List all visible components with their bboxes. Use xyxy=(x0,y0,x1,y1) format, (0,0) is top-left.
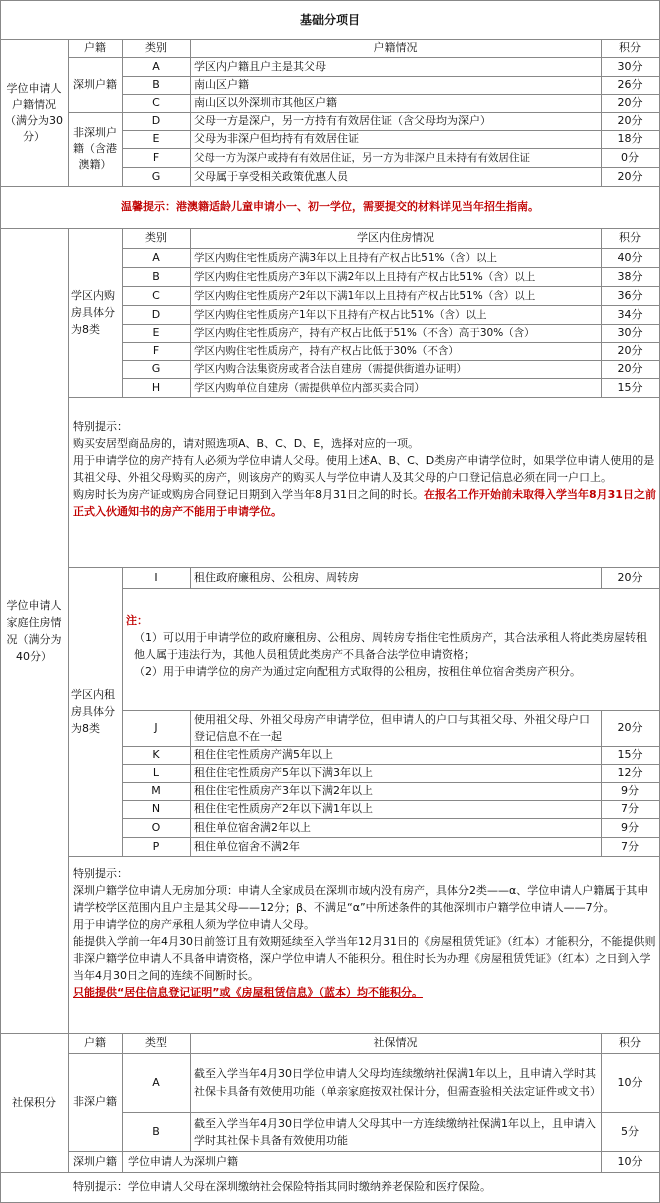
ss-score-cell: 10分 xyxy=(617,1154,643,1168)
buy-cat-cell: G xyxy=(151,362,161,375)
buy-cat-cell: E xyxy=(152,326,160,339)
s2-rent-label: 学区内租房具体分为8类 xyxy=(71,688,115,735)
rent-score-cell: 15分 xyxy=(617,748,643,761)
buy-cat-cell: A xyxy=(152,250,160,264)
s2-buy-header-desc: 学区内住房情况 xyxy=(357,231,434,244)
buy-cat-cell: B xyxy=(152,269,160,283)
rent-desc-cell: 租住政府廉租房、公租房、周转房 xyxy=(194,570,359,584)
s1-desc-cell: 南山区以外深圳市其他区户籍 xyxy=(194,96,337,109)
s1-cat-cell: A xyxy=(152,59,160,73)
rent-cat-cell: K xyxy=(152,748,160,761)
s1-warm-tip: 温馨提示：港澳籍适龄儿童申请小一、初一学位，需要提交的材料详见当年招生指南。 xyxy=(121,200,539,213)
rent-special-note xyxy=(73,865,657,1001)
buy-desc-cell: 学区内购住宅性质房产2年以下满1年以上且持有产权占比51%（含）以上 xyxy=(194,289,536,302)
buy-desc-cell: 学区内购单位自建房（需提供单位内部买卖合同） xyxy=(194,381,425,394)
rent-desc-cell: 租住住宅性质房产3年以下满2年以上 xyxy=(194,784,373,797)
buy-special-note xyxy=(73,418,657,520)
rent-score-cell: 20分 xyxy=(617,570,643,584)
s2-buy-header-cat: 类别 xyxy=(145,231,167,244)
s3-group-non-shenzhen: 非深户籍 xyxy=(73,1095,117,1108)
note-warning: 只能提供“居住信息登记证明”或《房屋租赁信息》（蓝本）均不能积分。 xyxy=(73,986,423,999)
note-text: 购房时长为房产证或购房合同登记日期到入学当年8月31日之间的时长。 xyxy=(73,488,424,501)
s1-header-desc: 户籍情况 xyxy=(373,41,418,54)
rent-score-cell: 9分 xyxy=(621,784,639,797)
rent-cat-cell: O xyxy=(151,820,161,834)
s1-desc-cell: 学区内户籍且户主是其父母 xyxy=(194,59,326,73)
s3-special-note: 特别提示：学位申请人父母在深圳缴纳社会保险特指其同时缴纳养老保险和医疗保险。 xyxy=(73,1180,491,1193)
buy-desc-cell: 学区内购住宅性质房产满3年以上且持有产权占比51%（含）以上 xyxy=(194,251,498,264)
rent-score-cell: 20分 xyxy=(617,721,643,734)
table-title: 基础分项目 xyxy=(299,12,360,27)
s1-cat-cell: B xyxy=(152,78,160,91)
ss-score-cell: 10分 xyxy=(617,1075,643,1089)
note-paragraph: （1）可以用于申请学位的政府廉租房、公租房、周转房专指住宅性质房产，其合法承租人将此类房屋转租他人属于违法行为，其他人员租赁此类房产不具备合法学位申请资格； xyxy=(134,631,647,661)
s1-score-cell: 0分 xyxy=(621,150,639,164)
rent-note-heading: 注： xyxy=(126,614,148,627)
buy-cat-cell: F xyxy=(152,344,160,357)
section2-label: 学位申请人家庭住房情况（满分为40分） xyxy=(6,598,62,663)
s3-header-desc: 社保情况 xyxy=(373,1036,418,1049)
buy-score-cell: 30分 xyxy=(617,326,643,339)
rent-desc-cell: 租住住宅性质房产满5年以上 xyxy=(194,748,333,761)
ss-cat-cell: A xyxy=(152,1075,160,1089)
buy-score-cell: 20分 xyxy=(617,362,643,375)
s1-desc-cell: 父母属于享受相关政策优惠人员 xyxy=(194,169,348,183)
rent-cat-cell: M xyxy=(151,784,161,797)
s1-cat-cell: G xyxy=(151,169,161,183)
buy-score-cell: 34分 xyxy=(617,307,643,321)
note-paragraph: （2）用于申请学位的房产为通过定向配租方式取得的公租房，按租住单位宿舍类房产积分。 xyxy=(134,665,581,678)
buy-score-cell: 20分 xyxy=(617,344,643,357)
buy-cat-cell: C xyxy=(152,288,160,302)
section3-label: 社保积分 xyxy=(12,1095,56,1109)
rent-score-cell: 7分 xyxy=(621,802,639,815)
note-heading: 特别提示： xyxy=(73,420,128,433)
note-paragraph xyxy=(73,486,657,520)
ss-desc-cell: 截至入学当年4月30日学位申请人父母均连续缴纳社保满1年以上，且申请入学时其社保卡具备有效使用功能（单亲家庭按双社保计分，但需查验相关法定证件或文书） xyxy=(194,1066,601,1098)
rent-desc-cell: 租住住宅性质房产5年以下满3年以上 xyxy=(194,766,373,779)
s1-score-cell: 20分 xyxy=(617,169,643,183)
s1-score-cell: 30分 xyxy=(617,59,643,73)
note-warning: 在报名工作开始前未取得入学当年8月31日之前正式入伙通知书的房产不能用于申请学位。 xyxy=(73,488,656,518)
rent-cat-cell: I xyxy=(154,570,158,584)
rent-cat-cell: P xyxy=(152,839,160,853)
s1-desc-cell: 父母一方为深户或持有有效居住证，另一方为非深户且未持有有效居住证 xyxy=(194,151,530,164)
note-paragraph: 用于申请学位的房产承租人须为学位申请人父母。 xyxy=(73,918,315,931)
buy-score-cell: 36分 xyxy=(617,288,643,302)
ss-group-shenzhen: 深圳户籍 xyxy=(73,1154,117,1168)
s1-desc-cell: 父母为非深户但均持有有效居住证 xyxy=(194,132,359,145)
s1-score-cell: 18分 xyxy=(617,132,643,145)
buy-desc-cell: 学区内购住宅性质房产，持有产权占比低于51%（不含）高于30%（含） xyxy=(194,327,535,339)
buy-desc-cell: 学区内购住宅性质房产1年以下且持有产权占比51%（含）以上 xyxy=(194,308,487,321)
ss-desc-cell: 学位申请人为深圳户籍 xyxy=(128,1154,238,1168)
s1-cat-cell: E xyxy=(152,132,160,145)
s1-header-score: 积分 xyxy=(619,41,641,54)
s3-header-cat: 类型 xyxy=(145,1036,167,1049)
rent-score-cell: 12分 xyxy=(617,766,643,779)
s2-buy-header-score: 积分 xyxy=(619,231,641,244)
ss-desc-cell: 截至入学当年4月30日学位申请人父母其中一方连续缴纳社保满1年以上，且申请入学时其社保卡具备有效使用功能 xyxy=(194,1116,596,1147)
buy-cat-cell: D xyxy=(151,307,161,321)
s1-group-non-shenzhen: 非深圳户籍（含港澳籍） xyxy=(73,126,117,171)
note-paragraph: 用于申请学位的房产持有人必须为学位申请人父母。使用上述A、B、C、D类房产申请学位时，如果学位申请人使用的是其祖父母、外祖父母购买的房产，则该房产的购买人与学位申请人及其父母的户口登记信息必须在同一户口上。 xyxy=(73,454,655,484)
s1-score-cell: 26分 xyxy=(617,78,643,91)
rent-cat-cell: N xyxy=(151,802,161,815)
s1-cat-cell: F xyxy=(152,150,160,164)
s3-header-score: 积分 xyxy=(619,1036,641,1049)
s1-header-cat: 类别 xyxy=(145,41,167,54)
note-paragraph: 能提供入学前一年4月30日前签订且有效期延续至入学当年12月31日的《房屋租赁凭证》（红本）才能积分，不能提供则非深户籍学位申请人不具备申请资格，深户学位申请人不能积分。租住时长为办理《房屋租赁凭证》（红本）之日到入学当年4月30日之间的连续不间断时长。 xyxy=(73,935,656,982)
buy-desc-cell: 学区内购住宅性质房产，持有产权占比低于30%（不含） xyxy=(194,345,459,357)
rent-desc-cell: 租住单位宿舍不满2年 xyxy=(194,839,300,853)
rent-desc-cell: 租住住宅性质房产2年以下满1年以上 xyxy=(194,802,373,815)
s2-buy-label: 学区内购房具体分为8类 xyxy=(71,289,115,336)
ss-cat-cell: B xyxy=(152,1124,160,1138)
s1-score-cell: 20分 xyxy=(617,114,643,127)
note-heading: 特别提示： xyxy=(73,867,128,880)
buy-desc-cell: 学区内购住宅性质房产3年以下满2年以上且持有产权占比51%（含）以上 xyxy=(194,270,536,283)
s1-group-shenzhen: 深圳户籍 xyxy=(73,77,117,91)
note-paragraph: 购买安居型商品房的，请对照选项A、B、C、D、E，选择对应的一项。 xyxy=(73,437,420,450)
rent-desc-cell: 租住单位宿舍满2年以上 xyxy=(194,820,311,834)
rent-cat-cell: J xyxy=(154,721,158,734)
buy-score-cell: 15分 xyxy=(617,380,643,394)
s1-desc-cell: 父母一方是深户，另一方持有有效居住证（含父母均为深户） xyxy=(194,114,491,127)
section1-label: 学位申请人户籍情况（满分为30分） xyxy=(5,81,63,143)
buy-cat-cell: H xyxy=(151,380,161,394)
s1-header-huji: 户籍 xyxy=(84,41,106,54)
buy-score-cell: 38分 xyxy=(617,269,643,283)
rent-desc-cell: 使用祖父母、外祖父母房产申请学位，但申请人的户口与其祖父母、外祖父母户口登记信息不在一起 xyxy=(194,713,590,743)
rent-score-cell: 7分 xyxy=(621,839,639,853)
rent-score-cell: 9分 xyxy=(621,820,639,834)
ss-score-cell: 5分 xyxy=(621,1124,639,1138)
s3-header-huji: 户籍 xyxy=(84,1036,106,1049)
note-paragraph: 深圳户籍学位申请人无房加分项：申请人全家成员在深圳市域内没有房产，具体分2类——α、学位申请人户籍属于其申请学校学区范围内且户主是其父母——12分；β、不满足“α”中所述条件的其他深圳市户籍学位申请人——7分。 xyxy=(73,884,649,914)
buy-score-cell: 40分 xyxy=(617,250,643,264)
s1-cat-cell: C xyxy=(152,96,160,109)
buy-desc-cell: 学区内购合法集资房或者合法自建房（需提供街道办证明） xyxy=(194,363,467,375)
s1-desc-cell: 南山区户籍 xyxy=(194,78,249,91)
s1-score-cell: 20分 xyxy=(617,96,643,109)
rent-cat-cell: L xyxy=(152,766,160,779)
rent-note xyxy=(126,612,656,680)
s1-cat-cell: D xyxy=(151,114,161,127)
